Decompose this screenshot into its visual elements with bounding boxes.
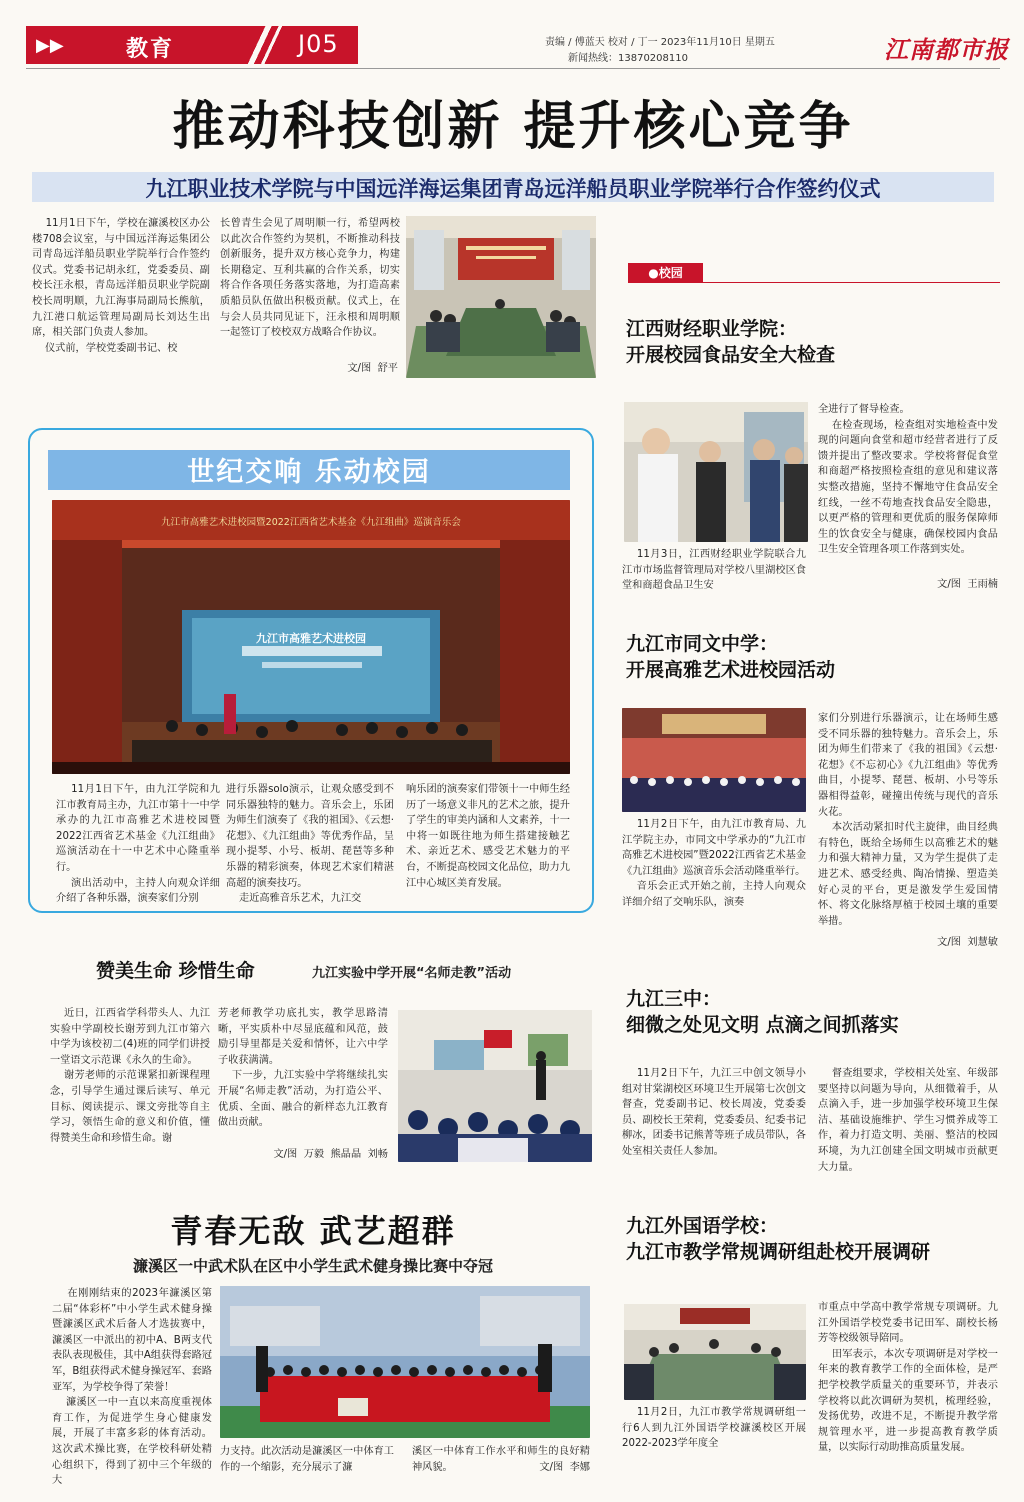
newspaper-logo: 江南都市报 <box>884 35 1009 64</box>
item2-caption: 11月2日下午，由九江市教育局、九江学院主办，市同文中学承办的“九江市高雅艺术进校园”暨2022江西省艺术基金《九江组曲》巡演音乐会活动隆重举行。 音乐会正式开始之前，主持人向观众详细介绍了交响乐队，演奏 <box>622 819 807 908</box>
life-column-1: 近日，江西省学科带头人、九江实验中学副校长谢芳到九江市第六中学为该校初二(4)班的同学们讲授一堂语文示范课《永久的生命》。 谢芳老师的示范课紧扣新课程理念，引导学生通过课后读写、单元目标、阅读提示、课文旁批等自主学习，领悟生命的意义和价值，懂得赞美生命和珍惜生命。谢 <box>50 1008 210 1144</box>
item1-headline-line1: 江西财经职业学院： <box>626 318 798 340</box>
campus-headline: 世纪交响 乐动校园 <box>187 457 431 488</box>
life-subhead: 九江实验中学开展“名师走教”活动 <box>312 966 512 981</box>
item1-headline-line2: 开展校园食品安全大检查 <box>626 344 836 366</box>
item4-headline-line2: 九江市教学常规调研组赴校开展调研 <box>626 1241 931 1263</box>
editor-info: 责编 / 傅蓝天 校对 / 丁一 2023年11月10日 星期五 <box>545 37 775 48</box>
wushu-column-2: 力支持。此次活动是濂溪区一中体育工作的一个缩影，充分展示了濂 <box>220 1446 394 1473</box>
wushu-team-photo <box>220 1286 590 1438</box>
wushu-headline: 青春无敌 武艺超群 <box>170 1212 456 1250</box>
item2-headline-line1: 九江市同文中学： <box>626 633 779 655</box>
item1-credit: 文/图 王雨楠 <box>937 579 998 590</box>
stage-banner-text: 九江市高雅艺术进校园暨2022江西省艺术基金《九江组曲》巡演音乐会 <box>161 517 461 528</box>
item4-body: 市重点中学高中教学常规专项调研。九江外国语学校党委书记田军、副校长杨芳等校级领导陪同。 田军表示，本次专项调研是对学校一年来的教育教学工作的全面体检，是严把学校教学质量关的重要环节，并表示学校将以此次调研为契机，梳理经验，发扬优势，改进不足，不断提升教学常规管理水平，进一步提高教育教学质量，以实际行动助推高质量发展。 <box>818 1302 998 1454</box>
lead-credit: 文/图 舒平 <box>347 363 398 374</box>
concert-photo <box>52 500 570 774</box>
header-rule <box>26 68 1000 69</box>
campus-column-1: 11月1日下午，由九江学院和九江市教育局主办，九江市第十一中学承办的九江市高雅艺术进校园暨2022江西省艺术基金《九江组曲》巡演活动在十一中艺术中心隆重举行。 演出活动中，主持人向观众详细介绍了各种乐器，演奏家们分别 <box>56 784 220 905</box>
stripe-decoration <box>226 26 296 64</box>
wushu-subhead: 濂溪区一中武术队在区中小学生武术健身操比赛中夺冠 <box>132 1257 493 1275</box>
lead-column-1: 11月1日下午，学校在濂溪校区办公楼708会议室，与中国远洋海运集团公司青岛远洋船员职业学院举行合作签约仪式。党委书记胡永红，党委委员、副校长汪永根，青岛远洋船员职业学院副校长周明顺，九江海事局副局长熊航，九江港口航运管理局副局长刘达生出席，相关部门负责人参加。 仪式前，学校党委副书记、校 <box>32 218 210 354</box>
page-number: J05 <box>298 30 339 58</box>
section-bar <box>26 26 358 64</box>
item1-body: 全进行了督导检查。 在检查现场，检查组对实地检查中发现的问题向食堂和超市经营者进行了反馈并提出了整改要求。学校将督促食堂和商超严格按照检查组的意见和建议落实整改措施，坚持不懈地守住食品安全红线，一丝不苟地查找食品安全隐患，以更严格的管理和更优质的服务保障师生的饮食安全与健康，确保校园内食品卫生安全管理各项工作落到实处。 <box>818 404 998 556</box>
item4-caption: 11月2日，九江市教学常规调研组一行6人到九江外国语学校濂溪校区开展2022-2023学年度全 <box>622 1407 806 1450</box>
news-hotline: 新闻热线：13870208110 <box>568 53 688 64</box>
wushu-column-3: 溪区一中体育工作水平和师生的良好精神风貌。 <box>412 1446 590 1473</box>
research-meeting-photo <box>624 1304 806 1400</box>
lead-headline: 推动科技创新 提升核心竞争 <box>172 97 854 157</box>
life-credit: 文/图 万毅 熊晶晶 刘畅 <box>273 1149 388 1160</box>
life-column-2: 芳老师教学功底扎实，教学思路清晰，平实质朴中尽显底蕴和风范，鼓励引导里都是关爱和情怀，让六中学子收获满满。 下一步，九江实验中学将继续扎实开展“名师走教”活动，为打造公平、优质、全面、融合的新样态九江教育做出贡献。 <box>218 1008 388 1129</box>
item3-column-2: 督查组要求，学校相关处室、年级部要坚持以问题为导向，从细微着手，从点滴入手，进一步加强学校环境卫生保洁、基础设施维护、学生习惯养成等工作，着力打造文明、美丽、整洁的校园环境，为九江创建全国文明城市贡献更大力量。 <box>818 1068 998 1173</box>
item3-headline-line2: 细微之处见文明 点滴之间抓落实 <box>626 1014 899 1036</box>
tag-rule <box>628 282 1000 283</box>
campus-tag: ●校园 <box>628 263 703 283</box>
item3-column-1: 11月2日下午，九江三中创文领导小组对甘棠湖校区环境卫生开展第七次创文督查，党委副书记、校长周凌，党委委员、副校长王荣莉，党委委员、纪委书记柳冰，团委书记熊菁等班子成员带队，各处室相关责任人参加。 <box>622 1068 806 1157</box>
lead-subhead: 九江职业技术学院与中国远洋海运集团青岛远洋船员职业学院举行合作签约仪式 <box>145 177 881 201</box>
wushu-credit: 文/图 李娜 <box>539 1462 590 1473</box>
section-name: 教育 <box>126 37 175 62</box>
item1-caption: 11月3日，江西财经职业学院联合九江市市场监督管理局对学校八里湖校区食堂和商超食品卫生安 <box>622 549 806 592</box>
item2-credit: 文/图 刘慧敏 <box>937 937 998 948</box>
campus-column-2: 进行乐器solo演示，让观众感受到不同乐器独特的魅力。音乐会上，乐团为师生们演奏了《我的祖国》、《云想·花想》、《九江组曲》等优秀作品，呈现小提琴、小号、板胡、琵琶等多种乐器的精彩演奏，体现艺术家们精湛高超的演奏技巧。 走近高雅音乐艺术，九江交 <box>226 784 394 905</box>
double-chevron-icon: ▶▶ <box>36 35 64 56</box>
food-inspection-photo <box>624 402 808 542</box>
item4-headline-line1: 九江外国语学校： <box>626 1215 779 1237</box>
signing-ceremony-photo <box>406 216 596 378</box>
screen-text: 九江市高雅艺术进校园 <box>256 632 366 645</box>
classroom-photo <box>398 1010 592 1162</box>
item2-headline-line2: 开展高雅艺术进校园活动 <box>626 659 836 681</box>
lead-column-2: 长曾青生会见了周明顺一行，希望两校以此次合作签约为契机，不断推动科技创新服务，提升双方核心竞争力，构建长期稳定、互利共赢的合作关系，切实将合作各项任务落实落地，为打造高素质船员队伍做出积极贡献。仪式上，在与会人员共同见证下，汪永根和周明顺一起签订了校校双方战略合作协议。 <box>220 218 400 339</box>
life-headline: 赞美生命 珍惜生命 <box>96 960 255 982</box>
item3-headline-line1: 九江三中： <box>626 988 722 1010</box>
campus-column-3: 响乐团的演奏家们带领十一中师生经历了一场意义非凡的艺术之旅，提升了学生的审美内涵和人文素养，十一中将一如既往地为师生搭建接触艺术、亲近艺术、感受艺术魅力的平台，不断提高校园文化品位，助力九江中心城区美育发展。 <box>406 784 570 889</box>
wushu-column-1: 在刚刚结束的2023年濂溪区第二届“体彩杯”中小学生武术健身操暨濂溪区武术后备人才选拔赛中，濂溪区一中派出的初中A、B两支代表队表现极佳，其中A组获得套路冠军，B组获得武术健身操冠军、套路亚军，为学校争得了荣誉！ 濂溪区一中一直以来高度重视体育工作，为促进学生身心健康发展，开展了丰富多彩的体育活动。这次武术操比赛，在学校科研处精心组织下，得到了初中三个年级的大 <box>52 1288 212 1487</box>
school-concert-photo <box>622 708 806 812</box>
item2-body: 家们分别进行乐器演示，让在场师生感受不同乐器的独特魅力。音乐会上，乐团为师生们带来了《我的祖国》《云想·花想》《不忘初心》《九江组曲》等优秀曲目，小提琴、琵琶、板胡、小号等乐器相得益彰，碰撞出传统与现代的音乐火花。 本次活动紧扣时代主旋律，曲目经典有特色，既给全场师生以高雅艺术的魅力和强大精神力量，又为学生提供了走进艺术、感受经典、陶冶情操、塑造美好心灵的平台，更是激发学生爱国情怀、将文化脉络厚植于校园土壤的重要举措。 <box>818 713 998 927</box>
